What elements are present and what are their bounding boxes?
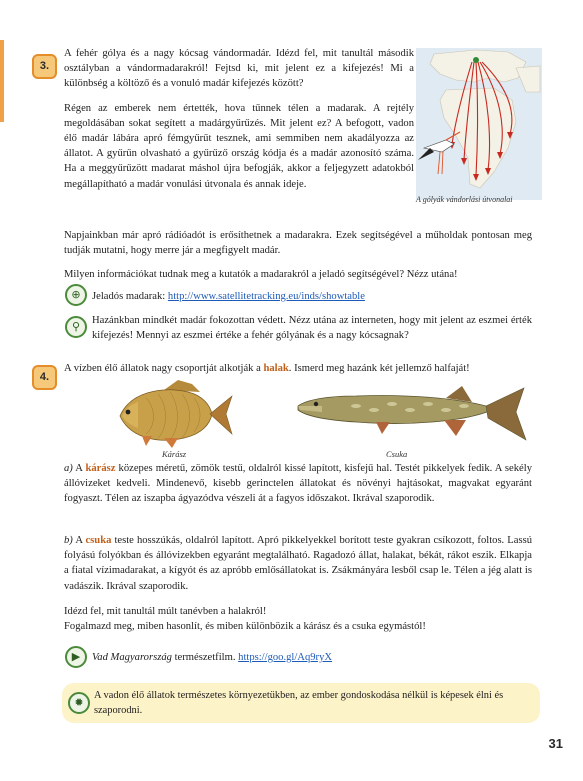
pike-caption: Csuka (386, 449, 408, 459)
research-icon: ⚲ (65, 316, 87, 338)
task4-questions (64, 604, 532, 634)
film-icon: ▶ (65, 646, 87, 668)
satellite-link-line (92, 289, 532, 304)
lightbulb-icon: ✹ (68, 692, 90, 714)
task3-text-wide (64, 228, 532, 283)
film-link-line (92, 650, 532, 665)
protected-birds-text (92, 313, 532, 343)
satellite-tracking-link[interactable]: http://www.satellitetracking.eu/inds/showtable (167, 291, 365, 302)
protected-birds-paragraph: Hazánkban mindkét madár fokozottan védett. Nézz utána az interneten, hogy mit jelent az eszmei érték kifejezés! Mennyi az eszmei értéke a fehér gólyának és a nagy kócsagnak? (92, 315, 532, 342)
task3-paragraph-ringing: Régen az emberek nem értették, hova tűnnek télen a madarak. A rejtély megoldásában sokat segített a madárgyűrűzés. Mit jelent ez? A befogott, vadon élő madár lábára apró fémgyűrűt tesznek, ami semmiben nem akadályozza az állatot. A gyűrűn olvasható a gyűrűző ország kódja és a madár azonosító száma. Ha a meggyűrűzött madarat máshol újra befogják, akkor a feljegyzett adatokból megállapítható a madár vonulási útvonala és annak ideje. (64, 102, 414, 190)
left-accent-bar (0, 40, 4, 122)
pike-highlight: csuka (85, 535, 112, 546)
pike-paragraph (64, 533, 532, 594)
stork-icon (418, 132, 460, 174)
link-label: Jeladós madarak: (92, 291, 168, 302)
task3-paragraph-transmitter: Napjainkban már apró rádióadót is erősíthetnek a madarakra. Ezek segítségével a műholdak pontosan meg tudják mutatni, hogy merre jár a megfigyelt madár. (64, 230, 532, 257)
map-caption: A gólyák vándorlási útvonalai (416, 195, 513, 204)
task4-intro (64, 361, 532, 376)
item-label-a: a) (64, 463, 73, 474)
intro-text: . Ismerd meg hazánk két jellemző halfaját! (288, 363, 470, 374)
pike-illustration (296, 382, 528, 446)
pike-description (64, 533, 532, 594)
item-label-b: b) (64, 535, 73, 546)
task3-intro: A fehér gólya és a nagy kócsag vándormadár. Idézd fel, mit tanultál második osztályban a vándormadarakról! Fejtsd ki, mit jelent ez a kifejezés! Mi a különbség a költöző és a vonuló madár kifejezés között? (64, 48, 414, 90)
text-run: A (72, 463, 86, 474)
internet-icon: ⊕ (65, 284, 87, 306)
fish-highlight: halak (263, 363, 289, 374)
task3-question: Milyen információkat tudnak meg a kutatók a madarakról a jeladó segítségével? Nézz utána! (64, 269, 458, 281)
task-number: 4. (39, 370, 50, 383)
carp-paragraph (64, 461, 532, 507)
map-illustration (416, 48, 542, 200)
stork-migration-map (416, 48, 542, 200)
text-run: teste hosszúkás, oldalról lapított. Apró pikkelyekkel borított teste gyakran csíkozott, foltos. Lassú folyású folyókban és állóvizekben egyaránt megtalálható. Ragadozó állat, halakat, békát, rákot eszik. Elkapja a fiatal vízimadarakat, a kígyót és az apróbb emlősállatokat is. Zsákmányára lesből csap le. Télen a jég alatt is vadászik. Ikrával szaporodik. (64, 535, 533, 592)
carp-description (64, 461, 532, 507)
task-number: 3. (39, 59, 50, 72)
text-run: közepes méretű, zömök testű, oldalról kissé lapított, kisfejű hal. Testét pikkelyek fedik. A sekély állóvizeket kedveli. Mindenevő, kisebb gerinctelen állatokat és növényi hajtásokat, magvakat egyaránt fogyaszt. Télen az iszapba ágyazódva vészeli át a fagyos időszakot. Ikrával szaporodik. (64, 463, 532, 505)
task-number-badge (32, 365, 57, 390)
carp-illustration (112, 378, 234, 450)
page-number: 31 (548, 736, 563, 751)
text-run: A (72, 535, 86, 546)
film-suffix: természetfilm. (171, 652, 239, 663)
carp-highlight: kárász (85, 463, 116, 474)
film-link[interactable]: https://goo.gl/Aq9ryX (238, 652, 333, 663)
film-title: Vad Magyarország (92, 652, 172, 663)
breeding-area-marker (473, 57, 479, 63)
carp-caption: Kárász (162, 449, 187, 459)
task-number-badge (32, 54, 57, 79)
recall-question: Idézd fel, mit tanultál múlt tanévben a halakról! (64, 606, 267, 617)
intro-text: A vízben élő állatok nagy csoportját alkotják a (64, 363, 264, 374)
task3-text (64, 46, 414, 192)
summary-text: A vadon élő állatok természetes környezetükben, az ember gondoskodása nélkül is képesek élni és szaporodni. (94, 690, 504, 716)
compare-question: Fogalmazd meg, miben hasonlít, és miben különbözik a kárász és a csuka egymástól! (64, 621, 426, 633)
